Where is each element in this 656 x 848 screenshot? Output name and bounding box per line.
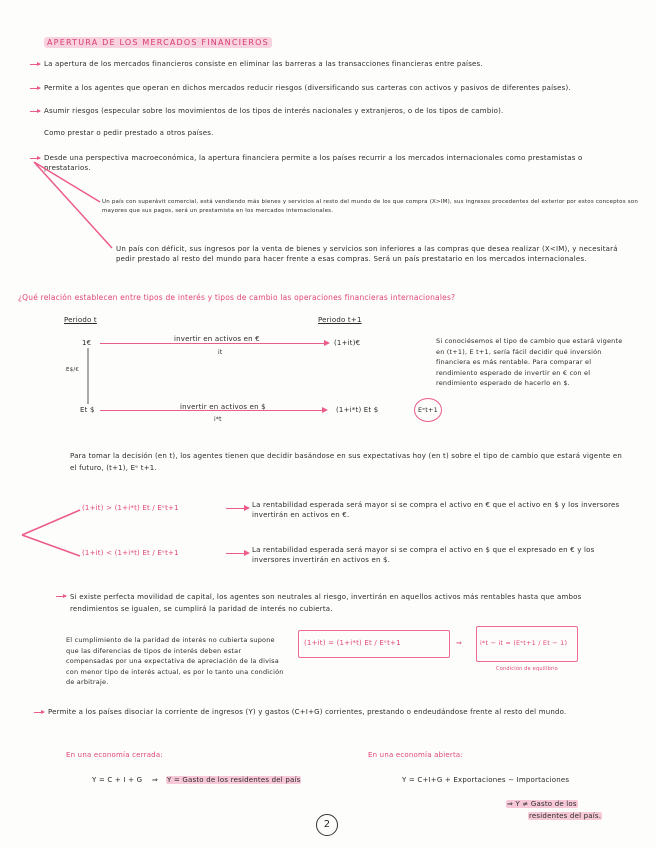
open-economy-result-2: residentes del país. [529, 812, 602, 820]
arrow-bottom [100, 410, 326, 411]
decision-paragraph: Para tomar la decisión (en t), los agentes tienen que decidir basándose en sus expectativas hoy (en t) sobre el tipo de cambio que estará vigente en el futuro, (t+1), Eᵉ t+1. [70, 452, 622, 472]
implies-icon: ⇒ [152, 776, 159, 784]
condition-2-formula: (1+it) < (1+i*t) Et / Eᵉt+1 [82, 549, 179, 557]
mobility-paragraph: Si existe perfecta movilidad de capital, los agentes son neutrales al riesgo, invertirán en aquellos activos más rentables hasta que ambos rendimientos se igualen, se cumplirá la paridad de interés no cubierta. [70, 593, 582, 613]
condition-2-arrow [226, 553, 248, 554]
bullet-2: Permite a los agentes que operan en dichos mercados reducir riesgos (diversificando sus carteras con activos y pasivos de diferentes países). [44, 84, 571, 92]
result-bottom: (1+i*t) Et $ [336, 406, 379, 414]
open-economy-equation: Y = C+I+G + Exportaciones − Importaciones [402, 776, 570, 784]
implies-icon: ⇒ [456, 639, 463, 647]
surplus-paragraph: Un país con superávit comercial, está vendiendo más bienes y servicios al resto del mundo de los que compra (X>IM), sus ingresos procedentes del exterior por estos conceptos son mayores que sus pagos, será un prestamista en los mercados internacionales. [102, 199, 639, 214]
page-number: 2 [316, 814, 338, 836]
arrow-top-rate: it [218, 349, 223, 356]
deficit-paragraph: Un país con déficit, sus ingresos por la venta de bienes y servicios son inferiores a las compras que desea realizar (X<IM), y necesitará pedir prestado al resto del mundo para hacer frente a esas compras. Será un país prestatario en los mercados internacionales. [116, 245, 618, 263]
side-note: Si conociésemos el tipo de cambio que estará vigente en (t+1), E t+1, sería fácil decidir qué inversión financiera es más rentable. Para comparar el rendimiento esperado de invertir en € con el rendimiento esperado de hacerlo en $. [436, 337, 623, 387]
bullet-1: La apertura de los mercados financieros consiste en eliminar las barreras a las transacciones financieras entre países. [44, 60, 483, 68]
question-heading: ¿Qué relación establecen entre tipos de interés y tipos de cambio las operaciones financieras internacionales? [18, 293, 456, 302]
arrow-icon [34, 712, 44, 713]
arrow-top [100, 343, 328, 344]
et-dollar-label: Et $ [80, 406, 95, 414]
period-t-label: Periodo t [64, 316, 97, 324]
capital-flows-paragraph: Permite a los países disociar la corriente de ingresos (Y) y gastos (C+I+G) corrientes, prestando o endeudándose frente al resto del mundo. [48, 708, 567, 716]
closed-economy-heading: En una economía cerrada: [66, 751, 163, 759]
bullet-3: Asumir riesgos (especular sobre los movimientos de los tipos de interés nacionales y extranjeros, o de los tipos de cambio). [44, 107, 504, 115]
macro-paragraph: Desde una perspectiva macroeconómica, la apertura financiera permite a los países recurrir a los mercados internacionales como prestamistas o prestatarios. [44, 154, 583, 172]
open-economy-result-1: ⇒ Y ≠ Gasto de los [507, 800, 577, 808]
exchange-rate-label: E$/€ [66, 367, 80, 373]
arrow-icon [56, 596, 66, 597]
closed-economy-equation: Y = C + I + G [92, 776, 143, 784]
approx-formula: i*t − it ≈ (Eᵉt+1 / Et − 1) [480, 639, 568, 647]
approx-caption: Condición de equilibrio [496, 666, 558, 672]
arrow-bottom-label: invertir en activos en $ [180, 403, 266, 411]
arrow-top-label: invertir en activos en € [174, 335, 260, 343]
parity-formula: (1+it) = (1+i*t) Et / Eᵉt+1 [304, 639, 401, 647]
condition-1-arrow [226, 508, 248, 509]
result-top: (1+it)€ [334, 339, 361, 347]
arrow-bottom-rate: i*t [214, 416, 222, 423]
vertical-link [85, 348, 91, 404]
page-title: APERTURA DE LOS MERCADOS FINANCIEROS [44, 38, 272, 48]
closed-economy-result: Y = Gasto de los residentes del país [167, 776, 301, 784]
condition-1-formula: (1+it) > (1+i*t) Et / Eᵉt+1 [82, 504, 179, 512]
condition-1-text: La rentabilidad esperada será mayor si se compra el activo en € que el activo en $ y los inversores invertirán en activos en €. [252, 501, 620, 519]
parity-note: El cumplimiento de la paridad de interés no cubierta supone que las diferencias de tipos de interés deben estar compensadas por una expectativa de apreciación de la divisa con menor tipo de interés actual, es por lo tanto una condición de arbitraje. [66, 636, 284, 686]
expected-rate-circle: Eᵉt+1 [414, 398, 442, 422]
open-economy-heading: En una economía abierta: [368, 751, 463, 759]
one-euro-label: 1€ [82, 339, 92, 347]
bullet-4: Como prestar o pedir prestado a otros países. [44, 129, 214, 137]
period-t1-label: Periodo t+1 [318, 316, 362, 324]
condition-2-text: La rentabilidad esperada será mayor si se compra el activo en $ que el expresado en € y los inversores invertirán en activos en $. [252, 546, 595, 564]
